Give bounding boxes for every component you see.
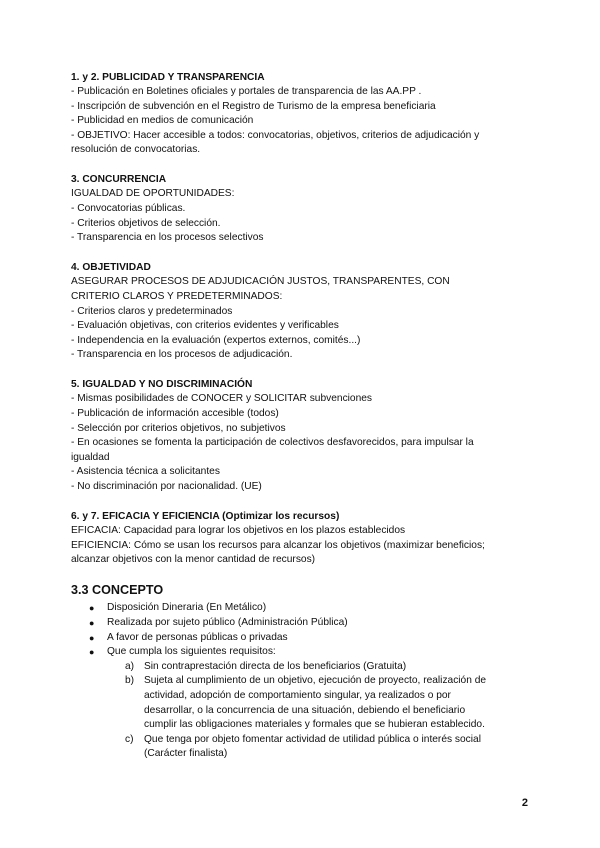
section-title: 5. IGUALDAD Y NO DISCRIMINACIÓN — [71, 379, 253, 391]
text-line: EFICIENCIA: Cómo se usan los recursos para alcanzar los objetivos (maximizar beneficios; — [71, 539, 485, 551]
list-item-text: Que cumpla los siguientes requisitos: — [107, 646, 276, 658]
text-line: - Asistencia técnica a solicitantes — [71, 466, 220, 478]
section-title: 4. OBJETIVIDAD — [71, 262, 151, 274]
requisito-item — [71, 674, 531, 732]
text-line: - OBJETIVO: Hacer accesible a todos: convocatorias, objetivos, criterios de adjudicación y — [71, 129, 480, 141]
requisito-line: Que tenga por objeto fomentar actividad de utilidad pública o interés social — [144, 733, 481, 745]
text-line: - Transparencia en los procesos de adjudicación. — [71, 349, 293, 361]
section-publicidad — [71, 70, 531, 158]
page-number: 2 — [521, 797, 528, 809]
text-line: igualdad — [71, 451, 110, 463]
concepto-heading: 3.3 CONCEPTO — [71, 583, 164, 598]
text-line: - Convocatorias públicas. — [71, 203, 186, 215]
requisito-line: desarrollar, o la concurrencia de una situación, debiendo el beneficiario — [144, 704, 466, 716]
section-eficacia — [71, 509, 531, 568]
list-item-text: Disposición Dineraria (En Metálico) — [107, 602, 267, 614]
text-line: - Evaluación objetivas, con criterios evidentes y verificables — [71, 320, 339, 332]
list-item-text: A favor de personas públicas o privadas — [107, 631, 288, 643]
requisito-line: cumplir las obligaciones materiales y formales que se hubieran establecido. — [144, 719, 485, 731]
text-line: ASEGURAR PROCESOS DE ADJUDICACIÓN JUSTOS, TRANSPARENTES, CON — [71, 276, 450, 288]
requisito-line: (Carácter finalista) — [144, 748, 228, 760]
text-line: - Publicación en Boletines oficiales y portales de transparencia de las AA.PP . — [71, 86, 422, 97]
section-objetividad — [71, 260, 531, 363]
requisito-label: c) — [125, 733, 134, 745]
section-concepto — [71, 582, 531, 762]
requisito-line: Sujeta al cumplimiento de un objetivo, ejecución de proyecto, realización de — [144, 675, 487, 687]
text-line: - Criterios claros y predeterminados — [71, 305, 233, 317]
requisito-line: Sin contraprestación directa de los beneficiarios (Gratuita) — [144, 660, 407, 672]
bullet-icon: ● — [89, 617, 95, 628]
text-line: CRITERIO CLAROS Y PREDETERMINADOS: — [71, 290, 283, 302]
text-line: alcanzar objetivos con la menor cantidad de recursos) — [71, 554, 316, 566]
text-line: - Independencia en la evaluación (expertos externos, comités...) — [71, 334, 361, 346]
list-item-text: Realizada por sujeto público (Administración Pública) — [107, 616, 348, 628]
requisito-line: actividad, adopción de comportamiento singular, ya realizados o por — [144, 689, 451, 701]
text-line: - En ocasiones se fomenta la participación de colectivos desfavorecidos, para impulsar la — [71, 437, 474, 449]
text-line: resolución de convocatorias. — [71, 144, 201, 156]
bullet-icon: ● — [89, 647, 95, 658]
section-igualdad — [71, 377, 531, 494]
list-item — [71, 616, 531, 631]
text-line: EFICACIA: Capacidad para lograr los objetivos en los plazos establecidos — [71, 525, 406, 537]
text-line: - Mismas posibilidades de CONOCER y SOLICITAR subvenciones — [71, 393, 373, 405]
requisito-item — [71, 660, 531, 675]
requisito-label: a) — [125, 660, 135, 672]
bullet-icon: ● — [89, 632, 95, 643]
requisito-item — [71, 733, 531, 762]
section-title: 6. y 7. EFICACIA Y EFICIENCIA (Optimizar los recursos) — [71, 511, 340, 523]
concepto-list — [71, 601, 531, 659]
section-title: 3. CONCURRENCIA — [71, 174, 167, 186]
text-line: - Inscripción de subvención en el Registro de Turismo de la empresa beneficiaria — [71, 100, 436, 112]
section-title: 1. y 2. PUBLICIDAD Y TRANSPARENCIA — [71, 72, 265, 83]
section-concurrencia — [71, 172, 531, 245]
text-line: - Transparencia en los procesos selectivos — [71, 232, 264, 244]
text-line: IGUALDAD DE OPORTUNIDADES: — [71, 188, 235, 200]
text-line: - Publicación de información accesible (todos) — [71, 408, 279, 419]
text-line: - Criterios objetivos de selección. — [71, 217, 221, 229]
requisito-label: b) — [125, 675, 135, 687]
text-line: - Selección por criterios objetivos, no subjetivos — [71, 422, 286, 434]
list-item — [71, 631, 531, 646]
requisitos-list — [71, 660, 531, 762]
list-item — [71, 645, 531, 660]
list-item — [71, 601, 531, 616]
page-content — [71, 70, 531, 776]
text-line: - No discriminación por nacionalidad. (UE) — [71, 480, 262, 492]
text-line: - Publicidad en medios de comunicación — [71, 115, 254, 127]
bullet-icon: ● — [89, 603, 95, 614]
